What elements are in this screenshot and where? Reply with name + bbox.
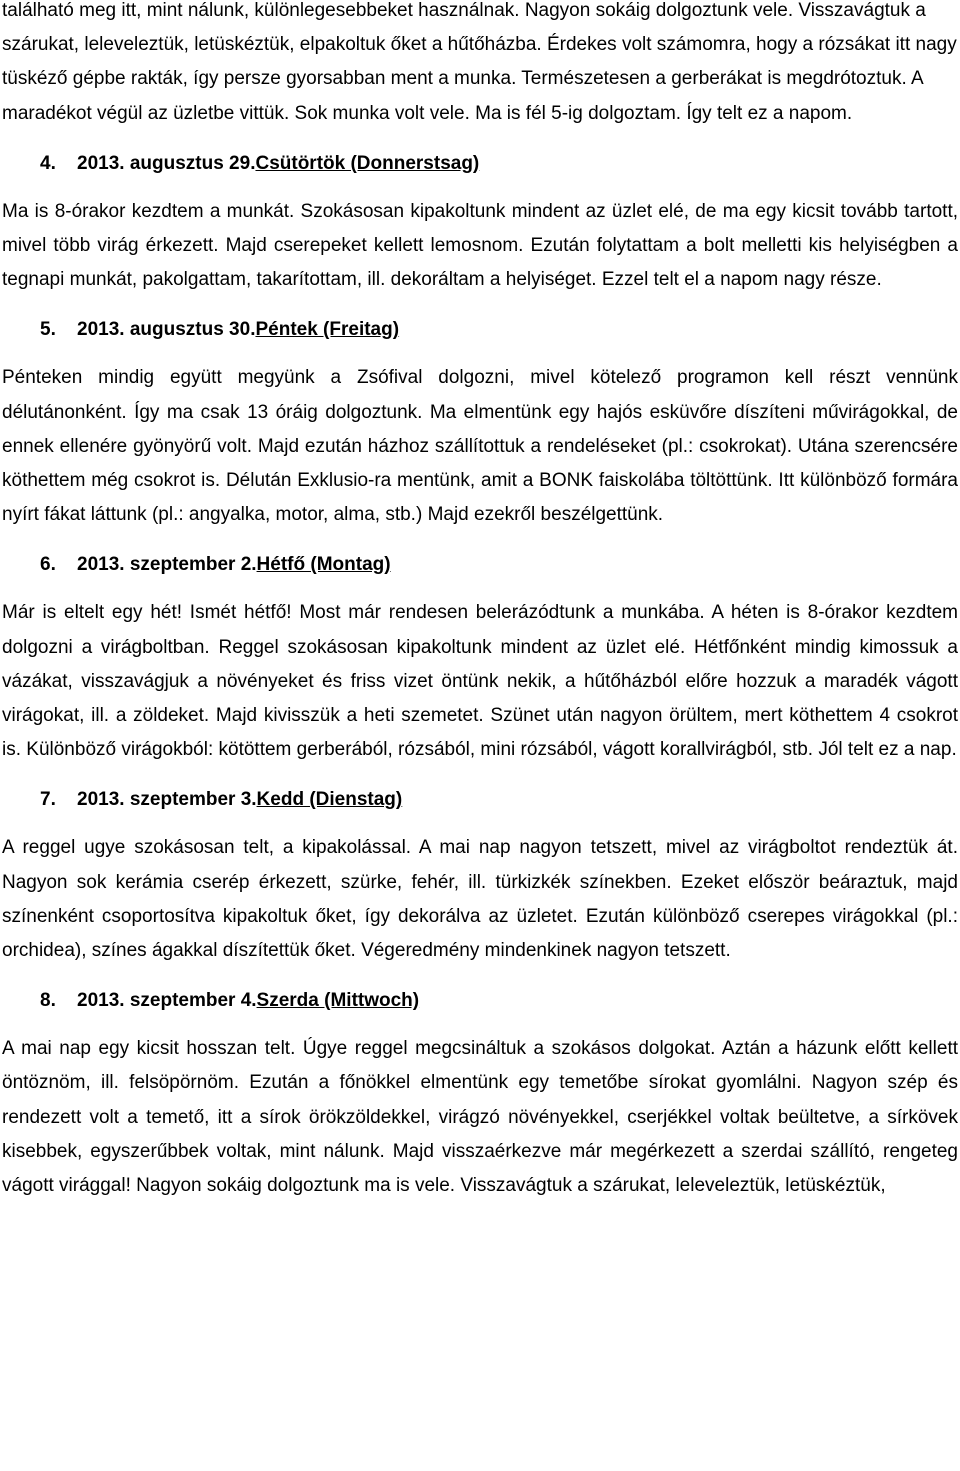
- entry-number: 8.: [40, 990, 56, 1012]
- entry-day: Szerda (Mittwoch): [256, 990, 420, 1012]
- entry-paragraph-5: Pénteken mindig együtt megyünk a Zsófival dolgozni, mivel kötelező programon kell részt vennünk délutánonként. Így ma csak 13 óráig dolgoztunk. Ma elmentünk egy hajós esküvőre díszíteni művirágokkal, de ennek ellenére gyönyörű volt. Majd ezután házhoz szállítottuk a rendeléseket (pl.: csokrokat). Utána szerencsére köthettem még csokrot is. Délután Exklusio-ra mentünk, amit a BONK faiskolába töltöttünk. Itt különböző formára nyírt fákat láttunk (pl.: angyalka, motor, alma, stb.) Majd ezekről beszélgettünk.: [2, 367, 958, 526]
- entry-date: 2013. augusztus 29.: [77, 152, 256, 174]
- entry-paragraph-4: Ma is 8-órakor kezdtem a munkát. Szokásosan kipakoltunk mindent az üzlet elé, de ma egy kicsit tovább tartott, mivel több virág érkezett. Majd cserepeket kellett lemosnom. Ezután folytattam a bolt melletti kis helyiségben a tegnapi munkát, pakolgattam, takarítottam, ill. dekoráltam a helyiséget. Ezzel telt el a napom nagy része.: [2, 200, 958, 291]
- entry-day: Kedd (Dienstag): [256, 789, 403, 811]
- intro-paragraph: található meg itt, mint nálunk, különlegesebbeket használnak. Nagyon sokáig dolgoztunk vele. Visszavágtuk a szárukat, leleveleztük, letüskéztük, elpakoltuk őket a hűtőházba. Érdekes volt számomra, hogy a rózsákat itt nagy tüskéző gépbe rakták, így persze gyorsabban ment a munka. Természetesen a gerberákat is megdrótoztuk. A maradékot végül az üzletbe vittük. Sok munka volt vele. Ma is fél 5-ig dolgoztam. Így telt ez a napom.: [2, 0, 957, 124]
- entry-date: 2013. szeptember 3.: [77, 789, 257, 811]
- entry-day: Hétfő (Montag): [256, 554, 391, 576]
- entry-day: Csütörtök (Donnerstsag): [255, 152, 480, 174]
- entry-day: Péntek (Freitag): [255, 319, 400, 341]
- entry-number: 6.: [40, 554, 56, 576]
- entry-heading-8: [2, 984, 958, 1018]
- entry-paragraph-7: A reggel ugye szokásosan telt, a kipakolással. A mai nap nagyon tetszett, mivel az virágboltot rendeztük át. Nagyon sok kerámia cserép érkezett, szürke, fehér, ill. türkizkék színekben. Ezeket először beáraztuk, majd színenként csoportosítva kipakoltuk őket, így dekorálva az üzletet. Ezután különböző cserepes virágokkal (pl.: orchidea), színes ágakkal díszítettük őket. Végeredmény mindenkinek nagyon tetszett.: [2, 837, 958, 962]
- entry-number: 4.: [40, 152, 56, 174]
- entry-date: 2013. augusztus 30.: [77, 319, 256, 341]
- entry-heading-7: [2, 783, 958, 817]
- entry-date: 2013. szeptember 4.: [77, 990, 257, 1012]
- entry-heading-6: [2, 548, 958, 582]
- entry-number: 5.: [40, 319, 56, 341]
- entry-date: 2013. szeptember 2.: [77, 554, 257, 576]
- entry-number: 7.: [40, 789, 56, 811]
- entry-paragraph-6: Már is eltelt egy hét! Ismét hétfő! Most már rendesen belerázódtunk a munkába. A héten is 8-órakor kezdtem dolgozni a virágboltban. Reggel szokásosan kipakoltunk mindent az üzlet elé. Hétfőnként mindig kimossuk a vázákat, visszavágjuk a növényeket és friss vizet öntünk nekik, a hűtőházból előre hozzuk a maradék vágott virágokat, ill. a zöldeket. Majd kivisszük a heti szemetet. Szünet után nagyon örültem, mert köthettem 4 csokrot is. Különböző virágokból: kötöttem gerberából, rózsából, mini rózsából, vágott korallvirágból, stb. Jól telt ez a nap.: [2, 602, 958, 761]
- entry-heading-4: [2, 147, 958, 181]
- entry-heading-5: [2, 313, 958, 347]
- entry-paragraph-8: A mai nap egy kicsit hosszan telt. Úgye reggel megcsináltuk a szokásos dolgokat. Aztán a házunk előtt kellett öntöznöm, ill. felsöpörnöm. Ezután a főnökkel elmentünk egy temetőbe sírokat gyomlálni. Nagyon szép és rendezett volt a temető, itt a sírok örökzöldekkel, virágzó növényekkel, cserjékkel voltak beültetve, a sírkövek kisebbek, egyszerűbbek voltak, mint nálunk. Majd visszaérkezve már megérkezett a szerdai szállító, rengeteg vágott virággal! Nagyon sokáig dolgoztunk ma is vele. Visszavágtuk a szárukat, leleveleztük, letüskéztük,: [2, 1038, 958, 1197]
